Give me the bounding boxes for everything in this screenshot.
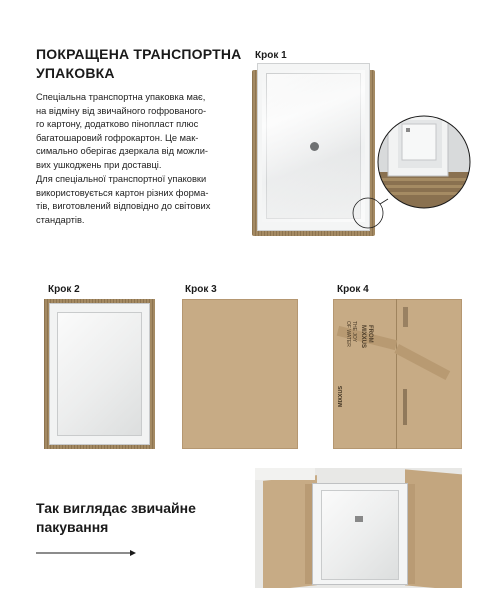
mirror-panel <box>321 490 399 580</box>
text-line: тів, виготовлений відповідно до світових <box>36 201 211 211</box>
zoom-detail <box>376 114 472 210</box>
step-3-cardboard-sheet <box>182 299 298 449</box>
title-line-2: УПАКОВКА <box>36 65 115 81</box>
sticker-dot <box>310 142 319 151</box>
text-line: Для спеціальної транспортної упаковки <box>36 174 207 184</box>
zoom-circle <box>376 114 472 210</box>
box-print-brand <box>338 377 359 413</box>
title-line-1: ПОКРАЩЕНА ТРАНСПОРТНА <box>36 46 242 62</box>
flap-seam <box>396 299 397 449</box>
slogan-line: OF WATER <box>345 321 351 347</box>
sticker <box>355 516 363 522</box>
from-line: MIXXUS <box>360 325 366 349</box>
footer-line-1: Так виглядає звичайне <box>36 500 196 516</box>
text-line: вих ушкоджень при доставці. <box>36 159 162 170</box>
mirror-panel <box>57 312 142 436</box>
text-line: симально оберігає дзеркала від можли- <box>36 146 208 156</box>
slogan-line: THE JOY <box>351 321 357 343</box>
arrow-right-icon <box>36 548 139 558</box>
page-title <box>36 45 246 83</box>
text-line: багатошаровий гофрокартон. Це мак- <box>36 132 199 143</box>
print-mark <box>403 307 408 327</box>
regular-packaging-photo <box>255 468 462 588</box>
box-print-from <box>359 325 396 349</box>
footer-title <box>36 499 236 537</box>
zoom-source-circle <box>350 195 390 235</box>
step-3-label: Крок 3 <box>185 284 217 295</box>
background-floor <box>255 468 315 480</box>
tape-strip <box>394 344 450 380</box>
from-line: FROM <box>367 325 373 343</box>
step-2-photo <box>44 299 155 449</box>
description-paragraph-2 <box>36 173 232 227</box>
footer-line-2: пакування <box>36 519 109 535</box>
text-line: стандартів. <box>36 214 85 225</box>
text-line: на відміну від звичайного гофрованого- <box>36 105 207 116</box>
text-line: Спеціальна транспортна упаковка має, <box>36 92 206 102</box>
description-paragraph-1 <box>36 91 232 172</box>
brand-text: MIXXUS <box>338 385 344 407</box>
text-line: використовується картон різних форма- <box>36 187 209 198</box>
step-2-label: Крок 2 <box>48 284 80 295</box>
print-mark <box>403 389 407 425</box>
step-4-closed-box <box>333 299 462 449</box>
step-4-label: Крок 4 <box>337 284 369 295</box>
text-line: го картону, додатково пінопласт плюс <box>36 119 199 129</box>
step-1-label: Крок 1 <box>255 50 287 61</box>
